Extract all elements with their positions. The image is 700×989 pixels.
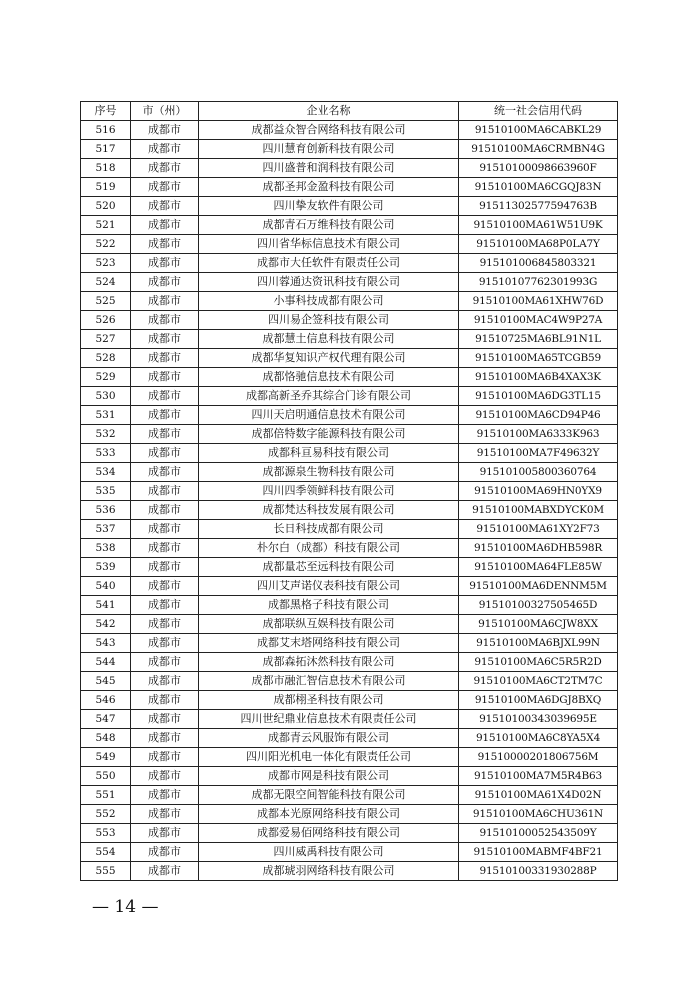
row-company-name: 四川世纪鼎业信息技术有限责任公司 [199, 710, 459, 729]
row-credit-code: 91510100MA7F49632Y [459, 444, 618, 463]
row-seq: 520 [81, 197, 131, 216]
row-company-name: 成都联纵互娱科技有限公司 [199, 615, 459, 634]
row-credit-code: 91510100MA6CJW8XX [459, 615, 618, 634]
table-row [81, 748, 618, 767]
row-company-name: 成都圣邦金盈科技有限公司 [199, 178, 459, 197]
row-credit-code: 91510000201806756M [459, 748, 618, 767]
row-seq: 548 [81, 729, 131, 748]
row-credit-code: 91510100MA6333K963 [459, 425, 618, 444]
row-company-name: 成都高新圣乔其综合门诊有限公司 [199, 387, 459, 406]
table-row [81, 463, 618, 482]
table-row [81, 843, 618, 862]
row-seq: 518 [81, 159, 131, 178]
row-city: 成都市 [131, 767, 199, 786]
row-credit-code: 91510100MA6C8YA5X4 [459, 729, 618, 748]
row-seq: 530 [81, 387, 131, 406]
row-company-name: 成都艾末塔网络科技有限公司 [199, 634, 459, 653]
row-city: 成都市 [131, 178, 199, 197]
row-seq: 528 [81, 349, 131, 368]
row-seq: 533 [81, 444, 131, 463]
row-company-name: 成都梵达科技发展有限公司 [199, 501, 459, 520]
row-company-name: 成都本光原网络科技有限公司 [199, 805, 459, 824]
row-city: 成都市 [131, 615, 199, 634]
row-company-name: 成都青石万维科技有限公司 [199, 216, 459, 235]
row-credit-code: 91510100MA6B4XAX3K [459, 368, 618, 387]
table-row [81, 216, 618, 235]
table-header-row [81, 102, 618, 121]
row-seq: 524 [81, 273, 131, 292]
row-company-name: 四川盛普和润科技有限公司 [199, 159, 459, 178]
row-credit-code: 91510100MA61XHW76D [459, 292, 618, 311]
row-city: 成都市 [131, 501, 199, 520]
row-company-name: 成都栩圣科技有限公司 [199, 691, 459, 710]
row-credit-code: 91510100MA6CRMBN4G [459, 140, 618, 159]
row-city: 成都市 [131, 634, 199, 653]
row-company-name: 成都爱易佰网络科技有限公司 [199, 824, 459, 843]
row-city: 成都市 [131, 729, 199, 748]
row-credit-code: 91510100MAC4W9P27A [459, 311, 618, 330]
header-city: 市（州） [131, 102, 199, 121]
row-seq: 519 [81, 178, 131, 197]
row-city: 成都市 [131, 539, 199, 558]
table-row [81, 235, 618, 254]
row-seq: 538 [81, 539, 131, 558]
row-city: 成都市 [131, 159, 199, 178]
row-city: 成都市 [131, 444, 199, 463]
table-row [81, 767, 618, 786]
table-row [81, 140, 618, 159]
row-credit-code: 91510100MA61W51U9K [459, 216, 618, 235]
row-city: 成都市 [131, 216, 199, 235]
row-credit-code: 91510100MABMF4BF21 [459, 843, 618, 862]
table-row [81, 520, 618, 539]
row-credit-code: 91510100331930288P [459, 862, 618, 881]
row-city: 成都市 [131, 520, 199, 539]
row-company-name: 成都黑格子科技有限公司 [199, 596, 459, 615]
row-credit-code: 91510100343039695E [459, 710, 618, 729]
row-company-name: 成都市大任软件有限责任公司 [199, 254, 459, 273]
row-city: 成都市 [131, 311, 199, 330]
row-seq: 545 [81, 672, 131, 691]
row-seq: 525 [81, 292, 131, 311]
row-city: 成都市 [131, 596, 199, 615]
row-credit-code: 91510100MA6DENNM5M [459, 577, 618, 596]
row-city: 成都市 [131, 235, 199, 254]
row-seq: 537 [81, 520, 131, 539]
row-seq: 539 [81, 558, 131, 577]
table-row [81, 178, 618, 197]
row-credit-code: 91510100MA6CD94P46 [459, 406, 618, 425]
row-credit-code: 91510100MA65TCGB59 [459, 349, 618, 368]
table-row [81, 330, 618, 349]
row-credit-code: 91510100MA6BJXL99N [459, 634, 618, 653]
row-seq: 544 [81, 653, 131, 672]
row-seq: 517 [81, 140, 131, 159]
row-seq: 543 [81, 634, 131, 653]
row-company-name: 四川易企签科技有限公司 [199, 311, 459, 330]
row-company-name: 成都市网是科技有限公司 [199, 767, 459, 786]
row-company-name: 四川挚友软件有限公司 [199, 197, 459, 216]
table-row [81, 729, 618, 748]
table-row [81, 273, 618, 292]
row-credit-code: 91510107762301993G [459, 273, 618, 292]
row-credit-code: 91510100MA6DGJ8BXQ [459, 691, 618, 710]
row-credit-code: 91510100MA69HN0YX9 [459, 482, 618, 501]
row-credit-code: 91510100MA68P0LA7Y [459, 235, 618, 254]
row-seq: 551 [81, 786, 131, 805]
table-row [81, 539, 618, 558]
row-company-name: 成都慧土信息科技有限公司 [199, 330, 459, 349]
row-company-name: 成都科亘易科技有限公司 [199, 444, 459, 463]
row-company-name: 四川艾声诺仪表科技有限公司 [199, 577, 459, 596]
row-seq: 547 [81, 710, 131, 729]
row-seq: 535 [81, 482, 131, 501]
row-credit-code: 91510100MA61X4D02N [459, 786, 618, 805]
row-seq: 554 [81, 843, 131, 862]
table-row [81, 558, 618, 577]
row-city: 成都市 [131, 748, 199, 767]
row-credit-code: 91510100MA6CHU361N [459, 805, 618, 824]
row-city: 成都市 [131, 406, 199, 425]
row-city: 成都市 [131, 824, 199, 843]
row-seq: 550 [81, 767, 131, 786]
row-company-name: 四川天启明通信息技术有限公司 [199, 406, 459, 425]
row-seq: 534 [81, 463, 131, 482]
row-city: 成都市 [131, 577, 199, 596]
table-row [81, 311, 618, 330]
row-company-name: 成都量芯至远科技有限公司 [199, 558, 459, 577]
row-city: 成都市 [131, 273, 199, 292]
row-seq: 541 [81, 596, 131, 615]
table-row [81, 482, 618, 501]
table-row [81, 292, 618, 311]
table-row [81, 425, 618, 444]
row-seq: 526 [81, 311, 131, 330]
row-credit-code: 91510100MA6DHB598R [459, 539, 618, 558]
table-row [81, 159, 618, 178]
row-credit-code: 91510100MA6CGQJ83N [459, 178, 618, 197]
row-seq: 555 [81, 862, 131, 881]
row-credit-code: 91510100MA6DG3TL15 [459, 387, 618, 406]
row-company-name: 四川阳光机电一体化有限责任公司 [199, 748, 459, 767]
row-city: 成都市 [131, 653, 199, 672]
table-row [81, 786, 618, 805]
table-row [81, 368, 618, 387]
row-city: 成都市 [131, 786, 199, 805]
table-row [81, 254, 618, 273]
row-credit-code: 91510100MA6CT2TM7C [459, 672, 618, 691]
table-row [81, 672, 618, 691]
row-seq: 516 [81, 121, 131, 140]
table-row [81, 197, 618, 216]
row-city: 成都市 [131, 672, 199, 691]
row-seq: 542 [81, 615, 131, 634]
row-city: 成都市 [131, 292, 199, 311]
row-company-name: 四川蓉通达资讯科技有限公司 [199, 273, 459, 292]
row-city: 成都市 [131, 140, 199, 159]
row-city: 成都市 [131, 805, 199, 824]
row-seq: 549 [81, 748, 131, 767]
row-seq: 531 [81, 406, 131, 425]
table-row [81, 121, 618, 140]
row-credit-code: 91510100MABXDYCK0M [459, 501, 618, 520]
table-row [81, 577, 618, 596]
row-city: 成都市 [131, 121, 199, 140]
row-city: 成都市 [131, 463, 199, 482]
table-row [81, 615, 618, 634]
row-seq: 521 [81, 216, 131, 235]
row-company-name: 成都益众智合网络科技有限公司 [199, 121, 459, 140]
enterprise-table [80, 101, 618, 881]
page-number: — 14 — [92, 897, 159, 917]
row-seq: 527 [81, 330, 131, 349]
table-row [81, 653, 618, 672]
row-seq: 553 [81, 824, 131, 843]
row-seq: 523 [81, 254, 131, 273]
row-credit-code: 91510100098663960F [459, 159, 618, 178]
row-credit-code: 915101006845803321 [459, 254, 618, 273]
row-seq: 552 [81, 805, 131, 824]
row-credit-code: 915101005800360764 [459, 463, 618, 482]
table-row [81, 634, 618, 653]
row-city: 成都市 [131, 691, 199, 710]
table-row [81, 805, 618, 824]
row-company-name: 成都琥羽网络科技有限公司 [199, 862, 459, 881]
row-company-name: 四川威禹科技有限公司 [199, 843, 459, 862]
row-company-name: 成都倍特数字能源科技有限公司 [199, 425, 459, 444]
row-seq: 536 [81, 501, 131, 520]
row-credit-code: 91510100327505465D [459, 596, 618, 615]
row-city: 成都市 [131, 862, 199, 881]
row-company-name: 四川慧育创新科技有限公司 [199, 140, 459, 159]
row-credit-code: 91510100MA6CABKL29 [459, 121, 618, 140]
row-credit-code: 91510100MA61XY2F73 [459, 520, 618, 539]
row-city: 成都市 [131, 368, 199, 387]
row-city: 成都市 [131, 349, 199, 368]
table-row [81, 862, 618, 881]
row-city: 成都市 [131, 843, 199, 862]
row-credit-code: 91510100MA6C5R5R2D [459, 653, 618, 672]
row-company-name: 小事科技成都有限公司 [199, 292, 459, 311]
row-seq: 522 [81, 235, 131, 254]
row-seq: 546 [81, 691, 131, 710]
row-city: 成都市 [131, 710, 199, 729]
header-company-name: 企业名称 [199, 102, 459, 121]
row-company-name: 四川四季领鲜科技有限公司 [199, 482, 459, 501]
row-city: 成都市 [131, 387, 199, 406]
header-credit-code: 统一社会信用代码 [459, 102, 618, 121]
table-row [81, 349, 618, 368]
row-company-name: 成都恪驰信息技术有限公司 [199, 368, 459, 387]
table-row [81, 444, 618, 463]
table-row [81, 691, 618, 710]
table-row [81, 596, 618, 615]
row-city: 成都市 [131, 197, 199, 216]
table-row [81, 406, 618, 425]
row-seq: 529 [81, 368, 131, 387]
row-company-name: 成都源泉生物科技有限公司 [199, 463, 459, 482]
row-city: 成都市 [131, 425, 199, 444]
row-credit-code: 91510100MA64FLE85W [459, 558, 618, 577]
row-credit-code: 91510725MA6BL91N1L [459, 330, 618, 349]
row-city: 成都市 [131, 254, 199, 273]
table-row [81, 387, 618, 406]
row-company-name: 朴尔白（成都）科技有限公司 [199, 539, 459, 558]
row-city: 成都市 [131, 330, 199, 349]
row-seq: 532 [81, 425, 131, 444]
row-company-name: 长日科技成都有限公司 [199, 520, 459, 539]
row-credit-code: 91510100MA7M5R4B63 [459, 767, 618, 786]
header-seq: 序号 [81, 102, 131, 121]
row-seq: 540 [81, 577, 131, 596]
row-city: 成都市 [131, 482, 199, 501]
row-company-name: 四川省华标信息技术有限公司 [199, 235, 459, 254]
row-credit-code: 91510100052543509Y [459, 824, 618, 843]
table-row [81, 710, 618, 729]
row-company-name: 成都森拓沐然科技有限公司 [199, 653, 459, 672]
table-row [81, 501, 618, 520]
table-body [81, 121, 618, 881]
table-row [81, 824, 618, 843]
row-credit-code: 91511302577594763B [459, 197, 618, 216]
row-city: 成都市 [131, 558, 199, 577]
row-company-name: 成都市融汇智信息技术有限公司 [199, 672, 459, 691]
row-company-name: 成都青云风服饰有限公司 [199, 729, 459, 748]
row-company-name: 成都华复知识产权代理有限公司 [199, 349, 459, 368]
row-company-name: 成都无限空间智能科技有限公司 [199, 786, 459, 805]
